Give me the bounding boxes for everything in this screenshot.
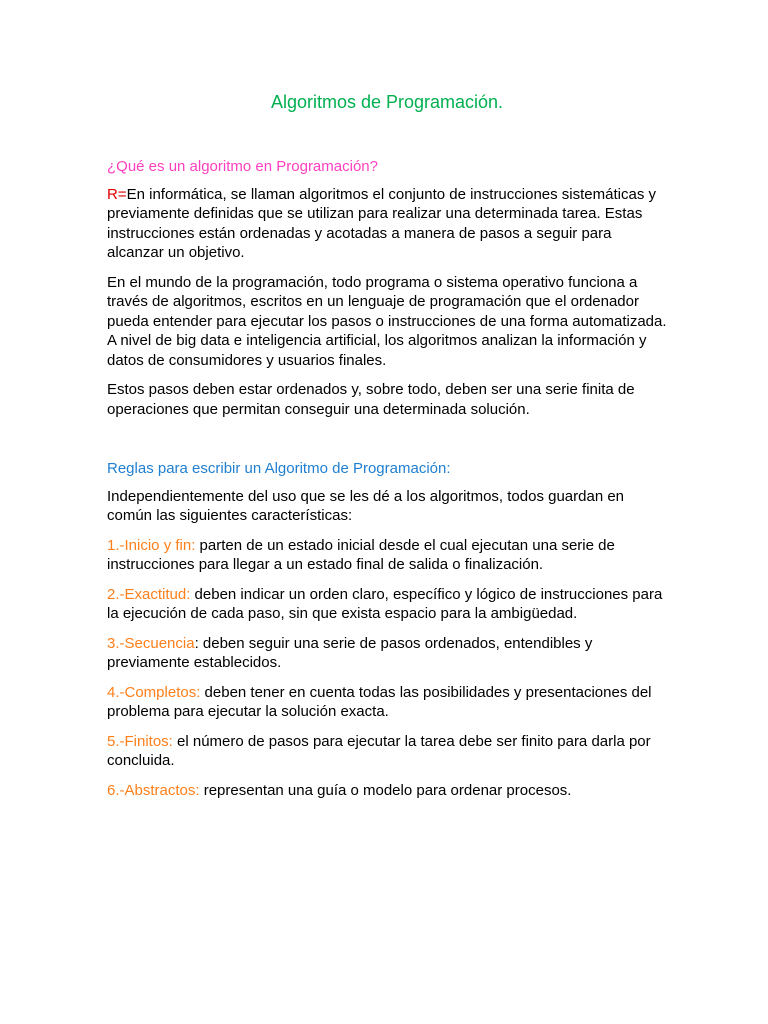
rule-item: [107, 732, 667, 771]
document-title: Algoritmos de Programación.: [270, 92, 504, 112]
answer-paragraph: [107, 185, 667, 263]
rule-label: 4.-Completos:: [107, 683, 201, 701]
rule-label: 6.-Abstractos:: [107, 781, 200, 799]
rule-label: 2.-Exactitud:: [107, 585, 191, 603]
section-spacer: [107, 429, 667, 459]
rule-item: [107, 536, 667, 575]
answer-text: En informática, se llaman algoritmos el conjunto de instrucciones sistemáticas y previamente definidas que se utilizan para realizar una determinada tarea. Estas instrucciones están ordenadas y acotadas a manera de pasos a seguir para alcanzar un objetivo.: [107, 185, 656, 261]
rule-label: 1.-Inicio y fin:: [107, 536, 196, 554]
rule-text: deben indicar un orden claro, específico y lógico de instrucciones para la ejecución de cada paso, sin que exista espacio para la ambigüedad.: [107, 585, 663, 622]
rule-item: [107, 634, 667, 673]
rules-heading: Reglas para escribir un Algoritmo de Programación:: [107, 460, 451, 477]
rule-label: 3.-Secuencia: [107, 634, 195, 652]
rule-item: [107, 585, 667, 624]
rule-label: 5.-Finitos:: [107, 732, 173, 750]
body-paragraph: En el mundo de la programación, todo programa o sistema operativo funciona a través de algoritmos, escritos en un lenguaje de programación que el ordenador pueda entender para ejecutar los pasos o instrucciones de una forma automatizada. A nivel de big data e inteligencia artificial, los algoritmos analizan la información y datos de consumidores y usuarios finales.: [107, 273, 667, 369]
body-paragraph: Estos pasos deben estar ordenados y, sobre todo, deben ser una serie finita de operaciones que permitan conseguir una determinada solución.: [107, 381, 635, 418]
rule-text: representan una guía o modelo para ordenar procesos.: [199, 781, 572, 799]
rule-item: [107, 683, 667, 722]
question-heading: ¿Qué es un algoritmo en Programación?: [107, 158, 378, 175]
rule-text: deben tener en cuenta todas las posibilidades y presentaciones del problema para ejecutar la solución exacta.: [107, 683, 652, 720]
rule-text: el número de pasos para ejecutar la tarea debe ser finito para darla por concluida.: [107, 732, 651, 769]
document-page: [107, 91, 667, 810]
rule-text: : deben seguir una serie de pasos ordenados, entendibles y previamente establecidos.: [107, 634, 593, 671]
answer-marker: R=: [107, 185, 127, 203]
rule-item: [107, 781, 667, 801]
rule-text: parten de un estado inicial desde el cual ejecutan una serie de instrucciones para llegar a un estado final de salida o finalización.: [107, 536, 615, 573]
rules-intro: Independientemente del uso que se les dé a los algoritmos, todos guardan en común las siguientes características:: [107, 487, 625, 524]
